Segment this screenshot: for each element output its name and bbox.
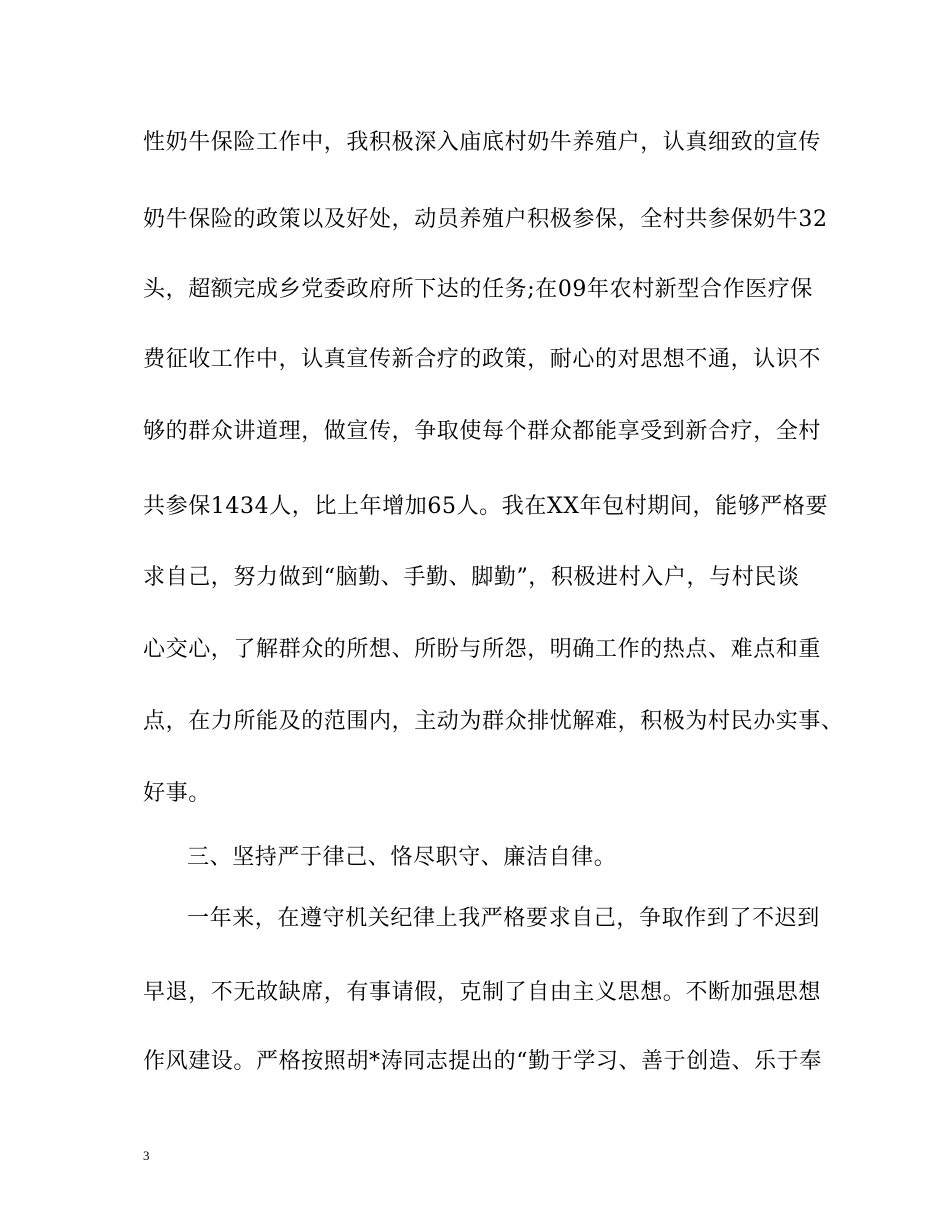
- body-text-line: 奶牛保险的政策以及好处，动员养殖户积极参保，全村共参保奶牛32: [143, 207, 828, 232]
- body-text-line: 好事。: [143, 781, 211, 806]
- body-text-line: 早退，不无故缺席，有事请假，克制了自由主义思想。不断加强思想: [143, 980, 822, 1005]
- body-text-line: 作风建设。严格按照胡*涛同志提出的“勤于学习、善于创造、乐于奉: [143, 1049, 822, 1074]
- section-heading: 三、坚持严于律己、恪尽职守、廉洁自律。: [187, 845, 617, 870]
- body-text-line: 共参保1434人，比上年增加65人。我在XX年包村期间，能够严格要: [143, 494, 829, 519]
- body-text-line: 头，超额完成乡党委政府所下达的任务;在09年农村新型合作医疗保: [143, 277, 814, 302]
- body-text-line: 心交心，了解群众的所想、所盼与所怨，明确工作的热点、难点和重: [143, 637, 822, 662]
- body-text-line: 点，在力所能及的范围内，主动为群众排忧解难，积极为村民办实事、: [143, 709, 844, 734]
- body-text-line: 求自己，努力做到“脑勤、手勤、脚勤”，积极进村入户，与村民谈: [143, 565, 800, 590]
- page-number: 3: [143, 1148, 150, 1163]
- body-text-line: 够的群众讲道理，做宣传，争取使每个群众都能享受到新合疗，全村: [143, 419, 822, 444]
- body-text-line: 费征收工作中，认真宣传新合疗的政策，耐心的对思想不通，认识不: [143, 347, 822, 372]
- body-text-line: 性奶牛保险工作中，我积极深入庙底村奶牛养殖户，认真细致的宣传: [143, 130, 822, 155]
- paragraph-first-line: 一年来，在遵守机关纪律上我严格要求自己，争取作到了不迟到: [187, 906, 820, 931]
